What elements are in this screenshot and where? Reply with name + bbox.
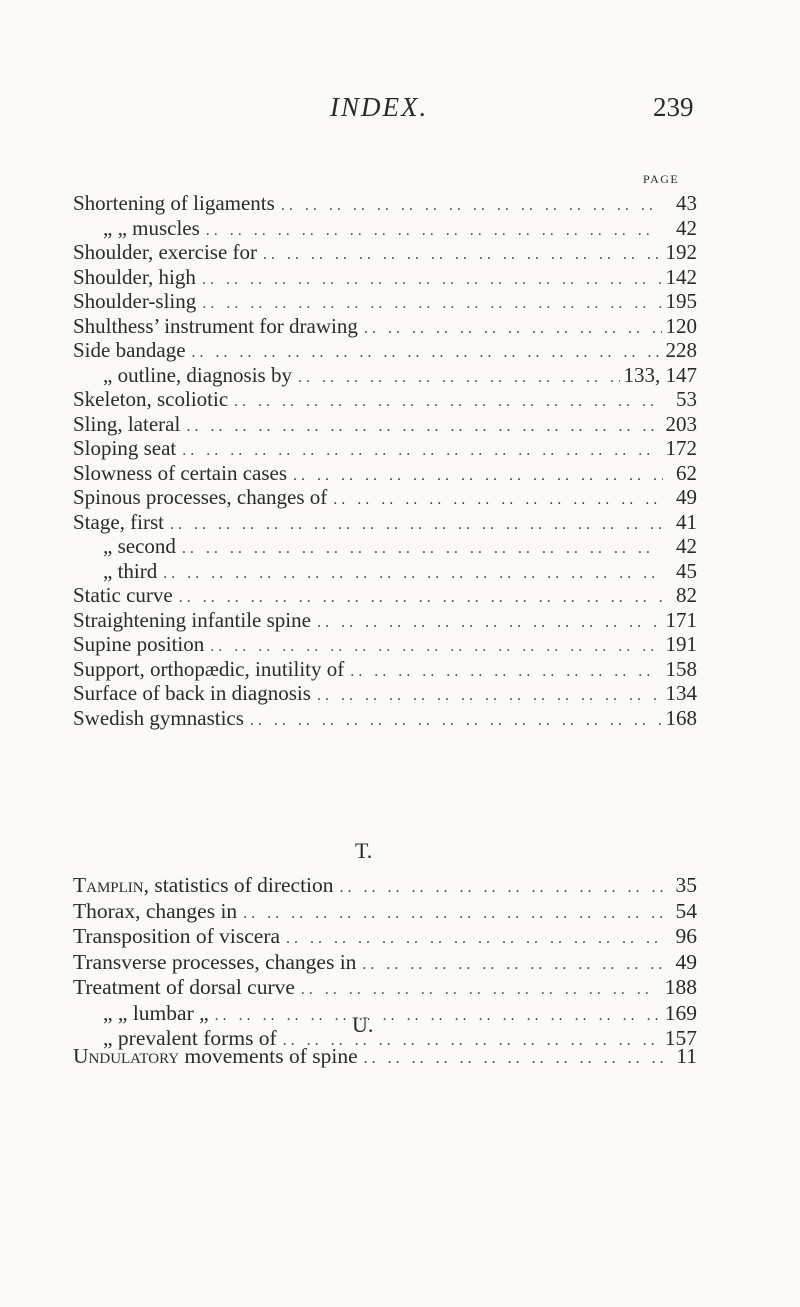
entry-label: „ outline, diagnosis by — [103, 362, 292, 387]
entry-label: „ prevalent forms of — [103, 1026, 277, 1050]
entry-page: 82 — [676, 583, 697, 607]
index-entry — [73, 363, 697, 388]
index-entry — [73, 412, 697, 437]
dot-leader — [234, 390, 663, 415]
index-entry — [73, 657, 697, 682]
dot-leader — [293, 464, 663, 489]
entry-label: Stage, first — [73, 509, 164, 534]
index-entry — [73, 461, 697, 486]
index-entry — [73, 338, 697, 363]
index-entry — [73, 289, 697, 314]
entry-page: 142 — [665, 264, 697, 289]
entry-label: Shoulder, exercise for — [73, 240, 258, 264]
index-entry — [73, 485, 697, 510]
entry-label: Treatment of dorsal curve — [73, 975, 295, 999]
entry-label: Shoulder, high — [73, 264, 196, 289]
entry-label: Transverse processes, changes in — [73, 949, 357, 974]
entry-label: Support, orthopædic, inutility of — [73, 656, 345, 681]
entry-page: 41 — [676, 509, 697, 534]
entry-page: 228 — [665, 338, 697, 362]
dot-leader — [206, 219, 663, 244]
entry-label: Side bandage — [73, 338, 186, 362]
index-entry — [73, 387, 697, 412]
entry-label: Supine position — [73, 632, 205, 656]
entry-label — [73, 1044, 364, 1069]
entry-page: 45 — [676, 558, 697, 583]
index-entry — [73, 706, 697, 731]
entry-label-rest: statistics of direction — [149, 873, 334, 897]
entry-page: 42 — [676, 534, 697, 558]
dot-leader — [182, 537, 663, 562]
dot-leader — [317, 684, 662, 709]
entry-page: 133, 147 — [623, 362, 697, 387]
index-entry — [73, 924, 697, 950]
entry-page: 188 — [664, 975, 697, 999]
entry-label: Shortening of ligaments — [73, 191, 275, 215]
entry-label: Thorax, changes in — [73, 898, 238, 923]
index-entry — [73, 632, 697, 657]
entry-page: 192 — [665, 240, 697, 264]
entry-label: „ „ lumbar „ — [103, 1000, 209, 1025]
dot-leader — [163, 562, 663, 587]
entry-page: 191 — [665, 632, 697, 656]
index-entry — [73, 265, 697, 290]
entry-page: 49 — [675, 949, 697, 974]
index-entry — [73, 873, 697, 899]
entry-label: „ second — [103, 534, 176, 558]
index-entry — [73, 216, 697, 241]
entry-label: Shoulder-sling — [73, 289, 197, 313]
entry-label: Swedish gymnastics — [73, 705, 244, 730]
section-u-entries — [73, 1044, 697, 1069]
dot-leader — [298, 366, 620, 391]
dot-leader — [186, 415, 661, 440]
running-title: INDEX. — [330, 92, 429, 122]
entry-label-small-caps: Undulatory — [73, 1044, 180, 1068]
entry-label: Sling, lateral — [73, 411, 181, 436]
dot-leader — [263, 243, 661, 268]
entry-page: 134 — [665, 681, 697, 705]
dot-leader — [250, 709, 662, 734]
entry-page: 172 — [665, 436, 697, 460]
entry-page: 120 — [665, 313, 697, 338]
entry-page: 96 — [675, 924, 697, 948]
index-entry — [73, 681, 697, 706]
entry-label: Spinous processes, changes of — [73, 485, 328, 509]
index-entry — [73, 975, 697, 1001]
entry-label-small-caps: Tamplin, — [73, 873, 150, 897]
entry-label — [73, 873, 340, 899]
index-entry — [73, 899, 697, 925]
index-entry — [73, 559, 697, 584]
entry-page: 49 — [676, 485, 697, 509]
entry-label: Straightening infantile spine — [73, 607, 311, 632]
index-entry — [73, 583, 697, 608]
entry-label-rest: movements of spine — [179, 1044, 358, 1068]
entry-page: 203 — [665, 411, 697, 436]
entry-label: „ „ muscles — [103, 215, 200, 240]
entry-label: Surface of back in diagnosis — [73, 681, 311, 705]
dot-leader — [364, 1047, 663, 1072]
index-entry — [73, 1044, 697, 1069]
dot-leader — [170, 513, 663, 538]
entry-page: 168 — [665, 705, 697, 730]
dot-leader — [333, 488, 663, 513]
page-column-label: PAGE — [643, 172, 680, 186]
entry-label: Transposition of viscera — [73, 924, 281, 948]
entry-page: 11 — [676, 1044, 697, 1068]
entry-page: 53 — [676, 387, 697, 411]
section-s-entries — [73, 191, 697, 730]
dot-leader — [362, 952, 663, 978]
entry-page: 171 — [665, 607, 697, 632]
index-entry — [73, 950, 697, 976]
entry-label: Skeleton, scoliotic — [73, 387, 229, 411]
entry-page: 169 — [664, 1000, 697, 1025]
entry-page: 157 — [664, 1026, 697, 1050]
entry-page: 42 — [676, 215, 697, 240]
dot-leader — [364, 317, 662, 342]
entry-page: 158 — [665, 656, 697, 681]
entry-label: Slowness of certain cases — [73, 460, 288, 485]
page-number: 239 — [653, 92, 694, 122]
index-entry — [73, 240, 697, 265]
entry-page: 43 — [676, 191, 697, 215]
entry-page: 35 — [675, 873, 697, 897]
dot-leader — [243, 901, 663, 927]
entry-page: 54 — [675, 898, 697, 923]
dot-leader — [281, 194, 663, 219]
dot-leader — [202, 268, 662, 293]
section-letter-u: U. — [352, 1012, 374, 1037]
dot-leader — [286, 926, 663, 952]
index-entry — [73, 314, 697, 339]
page-header — [0, 92, 800, 126]
index-entry — [73, 608, 697, 633]
dot-leader — [340, 875, 663, 901]
dot-leader — [350, 660, 661, 685]
index-entry — [73, 191, 697, 216]
entry-label: „ third — [103, 558, 158, 583]
index-entry — [73, 534, 697, 559]
entry-label: Sloping seat — [73, 436, 177, 460]
dot-leader — [317, 611, 662, 636]
section-letter-t: T. — [355, 838, 373, 863]
entry-page: 62 — [676, 460, 697, 485]
entry-label: Shulthess’ instrument for drawing — [73, 313, 358, 338]
index-entry — [73, 436, 697, 461]
dot-leader — [301, 977, 661, 1003]
entry-page: 195 — [665, 289, 697, 313]
index-entry — [73, 510, 697, 535]
entry-label: Static curve — [73, 583, 173, 607]
